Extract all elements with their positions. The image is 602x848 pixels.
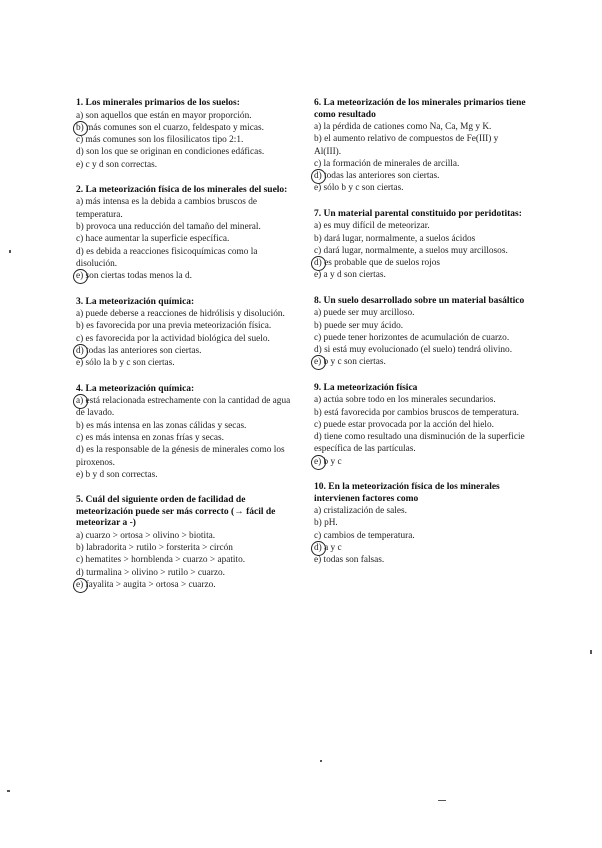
- answer-option-selected: d) todas las anteriores son ciertas.: [76, 345, 298, 357]
- question-block: [76, 384, 298, 482]
- answer-option: b) está favorecida por cambios bruscos de temperatura.: [314, 407, 519, 418]
- question-title: 2. La meteorización física de los minerales del suelo:: [76, 184, 288, 195]
- answer-option: a) la pérdida de cationes como Na, Ca, Mg y K.: [314, 122, 492, 132]
- question-title: 9. La meteorización física: [314, 382, 418, 393]
- question-block: [314, 296, 526, 369]
- answer-option: b) dará lugar, normalmente, a suelos ácidos: [314, 233, 476, 244]
- answer-option: d) tiene como resultado una disminución de la superficie específica de las partículas.: [314, 432, 525, 455]
- question-title: 4. La meteorización química:: [76, 383, 195, 394]
- answer-option: b) puede ser muy ácido.: [314, 320, 404, 331]
- scan-mark: [7, 790, 10, 792]
- answer-option: a) actúa sobre todo en los minerales secundarios.: [314, 395, 496, 406]
- answer-option: e) sólo la b y c son ciertas.: [76, 358, 175, 369]
- answer-option-selected: e) b y c: [314, 456, 526, 468]
- answer-option: a) son aquellos que están en mayor proporción.: [76, 110, 252, 121]
- answer-option: c) hematites > hornblenda > cuarzo > apatito.: [76, 555, 246, 566]
- scan-mark: [9, 250, 11, 253]
- answer-option: d) turmalina > olivino > rutilo > cuarzo.: [76, 567, 225, 578]
- answer-option: a) es muy difícil de meteorizar.: [314, 221, 430, 232]
- answer-option: d) es la responsable de la génesis de minerales como los piroxenos.: [76, 445, 285, 468]
- answer-option-selected: d) es probable que de suelos rojos: [314, 257, 526, 269]
- answer-option: e) a y d son ciertas.: [314, 270, 386, 281]
- question-title: 1. Los minerales primarios de los suelos:: [76, 98, 240, 108]
- answer-option: b) provoca una reducción del tamaño del mineral.: [76, 222, 261, 233]
- answer-option: a) puede deberse a reacciones de hidrólisis y disolución.: [76, 309, 285, 320]
- answer-option: b) es favorecida por una previa meteorización física.: [76, 321, 272, 332]
- answer-option-selected: e) b y c son ciertas.: [314, 356, 526, 368]
- question-title: 6. La meteorización de los minerales primarios tiene como resultado: [314, 98, 526, 120]
- scan-mark: [590, 650, 592, 654]
- answer-option: c) es favorecida por la actividad biológica del suelo.: [76, 333, 270, 344]
- answer-option-selected: d) todas las anteriores son ciertas.: [314, 170, 526, 182]
- answer-option: a) cuarzo > ortosa > olivino > biotita.: [76, 530, 216, 541]
- answer-option: c) dará lugar, normalmente, a suelos muy arcillosos.: [314, 245, 508, 256]
- answer-option: c) es más intensa en zonas frías y secas.: [76, 432, 224, 443]
- answer-option: e) todas son falsas.: [314, 555, 385, 566]
- answer-option: d) es debida a reacciones fisicoquímicas como la disolución.: [76, 246, 258, 269]
- answer-option: c) hace aumentar la superficie específica.: [76, 234, 230, 245]
- answer-option: a) cristalización de sales.: [314, 506, 407, 517]
- answer-option-selected: e) fayalita > augita > ortosa > cuarzo.: [76, 579, 298, 591]
- answer-option: d) son los que se originan en condiciones edáficas.: [76, 147, 265, 158]
- answer-option: d) si está muy evolucionado (el suelo) tendrá olivino.: [314, 345, 513, 356]
- question-title: 8. Un suelo desarrollado sobre un material basáltico: [314, 295, 525, 306]
- question-title: 5. Cuál del siguiente orden de facilidad de meteorización puede ser más correcto (→ fácil de meteorizar a -): [76, 495, 276, 529]
- answer-option: b) labradorita > rutilo > forsterita > circón: [76, 542, 233, 553]
- answer-option: c) la formación de minerales de arcilla.: [314, 158, 460, 169]
- answer-option: e) b y d son correctas.: [76, 469, 158, 480]
- question-block: [76, 98, 298, 171]
- question-block: [314, 209, 526, 282]
- answer-option: b) es más intensa en las zonas cálidas y secas.: [76, 420, 247, 431]
- scan-mark: [438, 800, 446, 801]
- answer-option-selected: a) está relacionada estrechamente con la cantidad de agua de lavado.: [76, 395, 298, 420]
- question-block: [76, 297, 298, 370]
- question-block: [314, 482, 526, 566]
- answer-option: c) puede tener horizontes de acumulación de cuarzo.: [314, 332, 510, 343]
- question-block: [314, 383, 526, 468]
- answer-option: e) sólo b y c son ciertas.: [314, 183, 404, 194]
- answer-option: c) cambios de temperatura.: [314, 530, 415, 541]
- question-title: 7. Un material parental constituido por peridotitas:: [314, 208, 522, 219]
- right-column: [314, 98, 526, 581]
- question-title: 10. En la meteorización física de los minerales intervienen factores como: [314, 482, 500, 504]
- answer-option: c) puede estar provocada por la acción del hielo.: [314, 419, 494, 430]
- left-column: [76, 98, 298, 605]
- scan-mark: [320, 760, 322, 762]
- answer-option: c) más comunes son los filosilicatos tipo 2:1.: [76, 135, 244, 146]
- answer-option: e) c y d son correctas.: [76, 159, 158, 170]
- answer-option: a) más intensa es la debida a cambios bruscos de temperatura.: [76, 197, 257, 220]
- answer-option-selected: b) más comunes son el cuarzo, feldespato y micas.: [76, 122, 298, 134]
- answer-option-selected: e) son ciertas todas menos la d.: [76, 270, 298, 282]
- question-title: 3. La meteorización química:: [76, 296, 195, 307]
- question-block: [76, 185, 298, 283]
- question-block: [76, 495, 298, 591]
- answer-option: b) el aumento relativo de compuestos de Fe(III) y Al(III).: [314, 134, 499, 157]
- answer-option: a) puede ser muy arcilloso.: [314, 308, 415, 319]
- answer-option: b) pH.: [314, 518, 338, 529]
- question-block: [314, 98, 526, 195]
- answer-option-selected: d) a y c: [314, 542, 526, 554]
